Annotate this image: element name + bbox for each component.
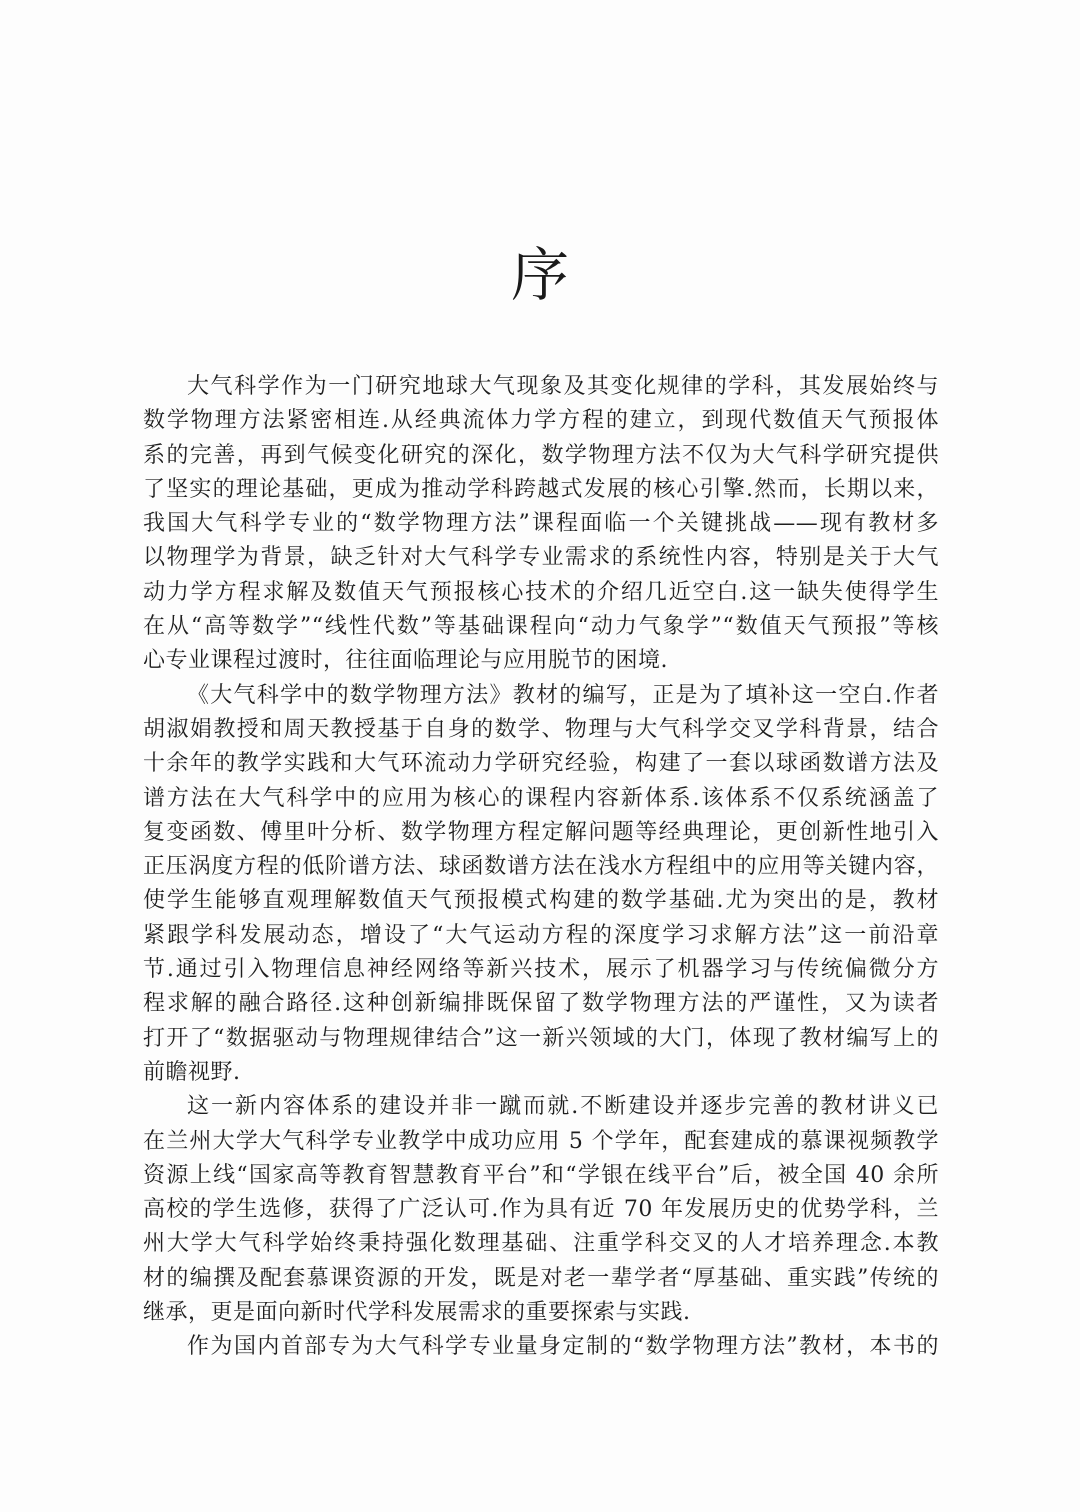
text-line: 我国大气科学专业的“数学物理方法”课程面临一个关键挑战——现有教材多 <box>143 511 939 537</box>
text-line: 数学物理方法紧密相连.从经典流体力学方程的建立，到现代数值天气预报体 <box>143 408 939 434</box>
paragraph <box>143 679 939 1091</box>
text-line: 打开了“数据驱动与物理规律结合”这一新兴领域的大门，体现了教材编写上的 <box>143 1025 939 1051</box>
text-line: 动力学方程求解及数值天气预报核心技术的介绍几近空白.这一缺失使得学生 <box>143 579 939 605</box>
text-line: 正压涡度方程的低阶谱方法、球函数谱方法在浅水方程组中的应用等关键内容， <box>143 854 939 880</box>
text-line: 在兰州大学大气科学专业教学中成功应用 5 个学年，配套建成的慕课视频教学 <box>143 1128 939 1154</box>
page-title: 序 <box>510 241 569 309</box>
text-line: 这一新内容体系的建设并非一蹴而就.不断建设并逐步完善的教材讲义已 <box>187 1094 939 1120</box>
text-line: 系的完善，再到气候变化研究的深化，数学物理方法不仅为大气科学研究提供 <box>143 442 939 468</box>
text-line: 材的编撰及配套慕课资源的开发，既是对老一辈学者“厚基础、重实践”传统的 <box>143 1265 939 1291</box>
text-line: 《大气科学中的数学物理方法》教材的编写，正是为了填补这一空白.作者 <box>187 682 939 708</box>
text-line: 继承，更是面向新时代学科发展需求的重要探索与实践. <box>143 1300 691 1326</box>
preface-body <box>143 370 939 1365</box>
text-line: 作为国内首部专为大气科学专业量身定制的“数学物理方法”教材，本书的 <box>187 1334 939 1360</box>
paragraph <box>143 1330 939 1364</box>
text-line: 大气科学作为一门研究地球大气现象及其变化规律的学科，其发展始终与 <box>187 374 939 399</box>
text-line: 以物理学为背景，缺乏针对大气科学专业需求的系统性内容，特别是关于大气 <box>143 545 939 571</box>
text-line: 程求解的融合路径.这种创新编排既保留了数学物理方法的严谨性，又为读者 <box>143 991 939 1017</box>
text-line: 了坚实的理论基础，更成为推动学科跨越式发展的核心引擎.然而，长期以来， <box>143 476 939 502</box>
text-line: 紧跟学科发展动态，增设了“大气运动方程的深度学习求解方法”这一前沿章 <box>143 922 939 948</box>
text-line: 节.通过引入物理信息神经网络等新兴技术，展示了机器学习与传统偏微分方 <box>143 957 939 983</box>
paragraph <box>143 370 939 679</box>
text-line: 州大学大气科学始终秉持强化数理基础、注重学科交叉的人才培养理念.本教 <box>143 1231 939 1257</box>
paragraph <box>143 1090 939 1330</box>
text-line: 心专业课程过渡时，往往面临理论与应用脱节的困境. <box>143 648 668 674</box>
text-line: 胡淑娟教授和周天教授基于自身的数学、物理与大气科学交叉学科背景，结合 <box>143 716 939 742</box>
text-line: 前瞻视野. <box>143 1059 241 1085</box>
text-line: 谱方法在大气科学中的应用为核心的课程内容新体系.该体系不仅系统涵盖了 <box>143 785 939 811</box>
text-line: 在从“高等数学”“线性代数”等基础课程向“动力气象学”“数值天气预报”等核 <box>143 614 939 640</box>
text-line: 复变函数、傅里叶分析、数学物理方程定解问题等经典理论，更创新性地引入 <box>143 819 939 845</box>
text-line: 使学生能够直观理解数值天气预报模式构建的数学基础.尤为突出的是，教材 <box>143 888 939 914</box>
text-line: 资源上线“国家高等教育智慧教育平台”和“学银在线平台”后，被全国 40 余所 <box>143 1162 939 1188</box>
text-line: 高校的学生选修，获得了广泛认可.作为具有近 70 年发展历史的优势学科，兰 <box>143 1197 939 1223</box>
text-line: 十余年的教学实践和大气环流动力学研究经验，构建了一套以球函数谱方法及 <box>143 751 939 777</box>
